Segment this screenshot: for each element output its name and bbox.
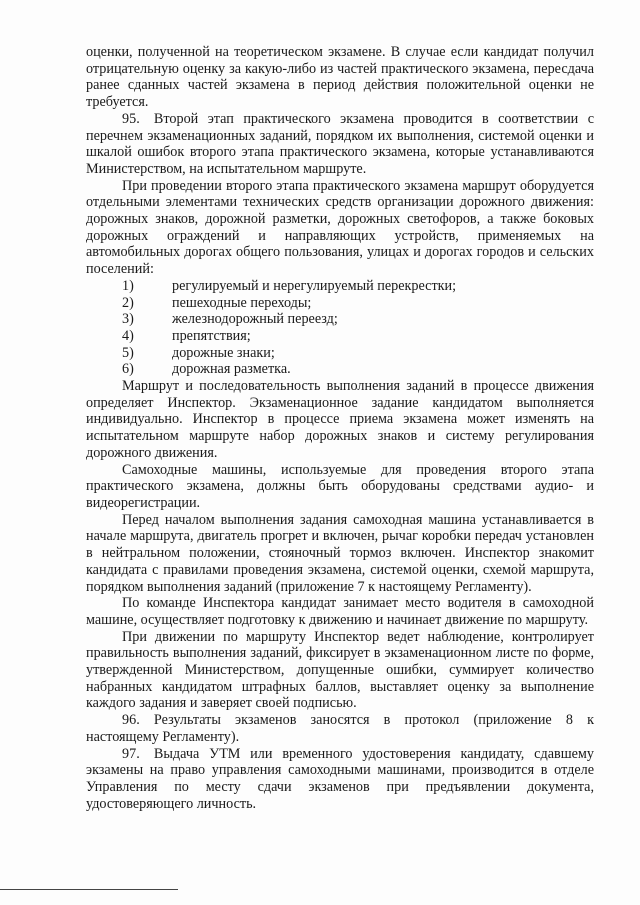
list-item <box>86 295 594 312</box>
route-elements-list <box>86 278 594 378</box>
list-item-number: 6) <box>122 361 134 378</box>
footnote-separator-line <box>0 889 178 891</box>
list-item-text: препятствия; <box>172 327 251 344</box>
paragraph-before-start: Перед началом выполнения задания самоходная машина устанавливается в начале маршрута, двигатель прогрет и включен, рычаг коробки передач установлен в нейтральном положении, стояночный тормоз включен. Инспектор знакомит кандидата с правилами проведения экзамена, системой оценки, схемой маршрута, порядком выполнения заданий (приложение 7 к настоящему Регламенту). <box>86 511 594 595</box>
paragraph-observation: При движении по маршруту Инспектор ведет наблюдение, контролирует правильность выполнения заданий, фиксирует в экзаменационном листе по форме, утвержденной Министерством, допущенные ошибки, суммирует количество набранных кандидатом штрафных баллов, выставляет оценку за выполнение каждого задания и заверяет своей подписью. <box>86 628 594 712</box>
list-item-text: дорожная разметка. <box>172 361 291 378</box>
list-item <box>86 328 594 345</box>
paragraph-route-order: Маршрут и последовательность выполнения заданий в процессе движения определяет Инспектор. Экзаменационное задание кандидатом выполняется индивидуально. Инспектор в процессе приема экзамена может изменять на испытательном маршруте набор дорожных знаков и систему регулирования дорожного движения. <box>86 378 594 461</box>
list-item-number: 1) <box>122 277 134 294</box>
paragraph-machines-recording: Самоходные машины, используемые для проведения второго этапа практического экзамена, должны быть оборудованы средствами аудио- и видеорегистрации. <box>86 461 594 511</box>
list-item <box>86 345 594 362</box>
paragraph-96: 96. Результаты экзаменов заносятся в протокол (приложение 8 к настоящему Регламенту). <box>86 712 594 745</box>
list-item <box>86 278 594 295</box>
list-item-text: железнодорожный переезд; <box>172 311 338 328</box>
list-item <box>86 311 594 328</box>
list-item-number: 2) <box>122 294 134 311</box>
list-item-number: 4) <box>122 327 134 344</box>
list-item-number: 3) <box>122 311 134 328</box>
paragraph-97: 97. Выдача УТМ или временного удостоверения кандидату, сдавшему экзамены на право управления самоходными машинами, производится в отделе Управления по месту сдачи экзаменов при предъявлении документа, удостоверяющего личность. <box>86 745 594 812</box>
paragraph-95: 95. Второй этап практического экзамена проводится в соответствии с перечнем экзаменационных заданий, порядком их выполнения, системой оценки и шкалой ошибок второго этапа практического экзамена, которые устанавливаются Министерством, на испытательном маршруте. <box>86 110 594 177</box>
list-item-number: 5) <box>122 344 134 361</box>
paragraph-inspector-command: По команде Инспектора кандидат занимает место водителя в самоходной машине, осуществляет подготовку к движению и начинает движение по маршруту. <box>86 595 594 628</box>
list-item-text: пешеходные переходы; <box>172 294 312 311</box>
list-item-text: дорожные знаки; <box>172 344 275 361</box>
document-body <box>86 44 594 812</box>
paragraph-continuation: оценки, полученной на теоретическом экзамене. В случае если кандидат получил отрицательную оценку за какую-либо из частей практического экзамена, пересдача ранее сданных частей экзамена в период действия положительной оценки не требуется. <box>86 44 594 111</box>
list-item <box>86 361 594 378</box>
list-item-text: регулируемый и нерегулируемый перекрестки; <box>172 277 457 294</box>
paragraph-route-equipment: При проведении второго этапа практического экзамена маршрут оборудуется отдельными элементами технических средств организации дорожного движения: дорожных знаков, дорожной разметки, дорожных светофоров, а также боковых дорожных ограждений и направляющих устройств, применяемых на автомобильных дорогах общего пользования, улицах и дорогах городов и сельских поселений: <box>86 177 594 278</box>
